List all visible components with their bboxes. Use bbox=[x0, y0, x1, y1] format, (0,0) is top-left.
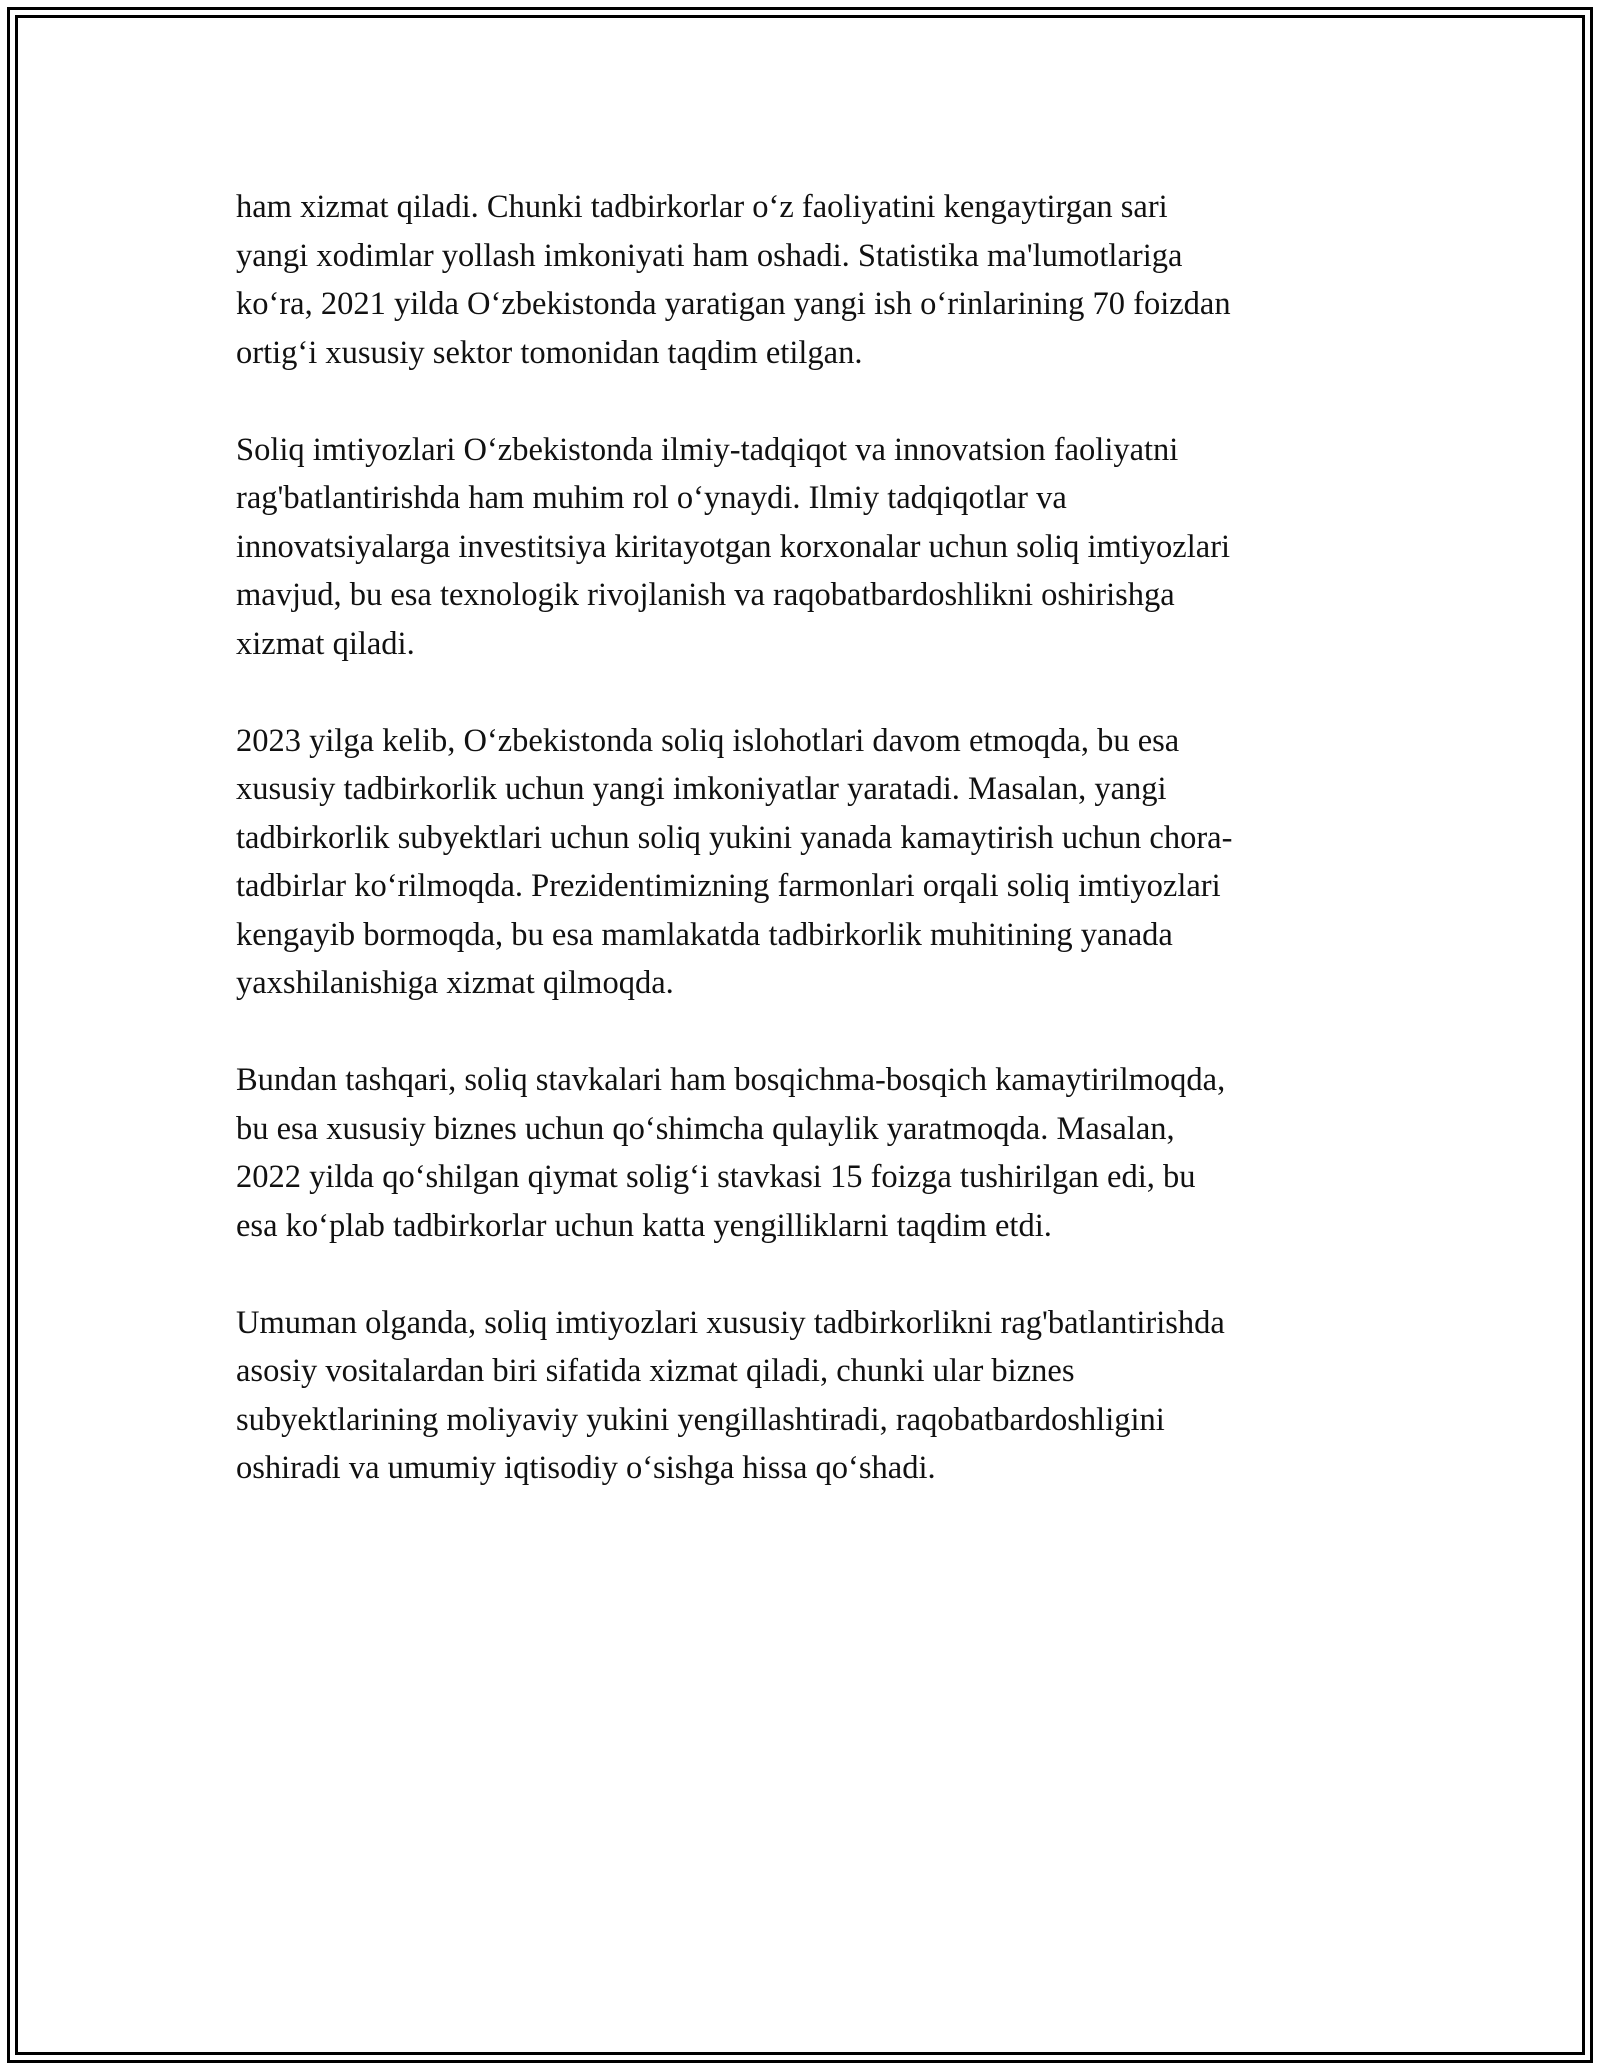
text-line: innovatsiyalarga investitsiya kiritayotgan korxonalar uchun soliq imtiyozlari bbox=[236, 528, 1231, 565]
text-line: rag'batlantirishda ham muhim rol o‘ynaydi. Ilmiy tadqiqotlar va bbox=[236, 480, 1067, 516]
paragraph-3 bbox=[236, 717, 1371, 1008]
text-line: Bundan tashqari, soliq stavkalari ham bosqichma-bosqich kamaytirilmoqda, bbox=[236, 1062, 1226, 1098]
text-line: bu esa xususiy biznes uchun qo‘shimcha qulaylik yaratmoqda. Masalan, bbox=[236, 1110, 1175, 1147]
text-line: ham xizmat qiladi. Chunki tadbirkorlar o‘z faoliyatini kengaytirgan sari bbox=[236, 189, 1168, 225]
text-line: yangi xodimlar yollash imkoniyati ham oshadi. Statistika ma'lumotlariga bbox=[236, 237, 1183, 274]
text-line: yaxshilanishiga xizmat qilmoqda. bbox=[236, 965, 674, 1001]
text-line: asosiy vositalardan biri sifatida xizmat qiladi, chunki ular biznes bbox=[236, 1353, 1075, 1389]
text-line: 2022 yilda qo‘shilgan qiymat solig‘i stavkasi 15 foizga tushirilgan edi, bu bbox=[236, 1159, 1196, 1195]
text-line: Soliq imtiyozlari O‘zbekistonda ilmiy-tadqiqot va innovatsion faoliyatni bbox=[236, 431, 1179, 468]
text-line: xususiy tadbirkorlik uchun yangi imkoniyatlar yaratadi. Masalan, yangi bbox=[236, 771, 1167, 807]
text-line: mavjud, bu esa texnologik rivojlanish va raqobatbardoshlikni oshirishga bbox=[236, 577, 1175, 613]
text-line: subyektlarining moliyaviy yukini yengillashtiradi, raqobatbardoshligini bbox=[236, 1401, 1165, 1438]
text-line: ko‘ra, 2021 yilda O‘zbekistonda yaratigan yangi ish o‘rinlarining 70 foizdan bbox=[236, 286, 1231, 322]
text-line: tadbirkorlik subyektlari uchun soliq yukini yanada kamaytirish uchun chora- bbox=[236, 819, 1233, 856]
text-line: esa ko‘plab tadbirkorlar uchun katta yengilliklarni taqdim etdi. bbox=[236, 1207, 1052, 1244]
paragraph-5 bbox=[236, 1299, 1371, 1493]
paragraph-1 bbox=[236, 183, 1371, 377]
text-line: ortig‘i xususiy sektor tomonidan taqdim etilgan. bbox=[236, 334, 863, 371]
text-line: tadbirlar ko‘rilmoqda. Prezidentimizning farmonlari orqali soliq imtiyozlari bbox=[236, 868, 1221, 904]
paragraph-4 bbox=[236, 1056, 1371, 1250]
paragraph-2 bbox=[236, 426, 1371, 669]
text-line: Umuman olganda, soliq imtiyozlari xususiy tadbirkorlikni rag'batlantirishda bbox=[236, 1304, 1225, 1341]
text-line: oshiradi va umumiy iqtisodiy o‘sishga hissa qo‘shadi. bbox=[236, 1450, 936, 1486]
text-line: kengayib bormoqda, bu esa mamlakatda tadbirkorlik muhitining yanada bbox=[236, 916, 1173, 953]
text-line: 2023 yilga kelib, O‘zbekistonda soliq islohotlari davom etmoqda, bu esa bbox=[236, 722, 1180, 759]
document-body bbox=[236, 183, 1371, 1541]
text-line: xizmat qiladi. bbox=[236, 625, 415, 662]
